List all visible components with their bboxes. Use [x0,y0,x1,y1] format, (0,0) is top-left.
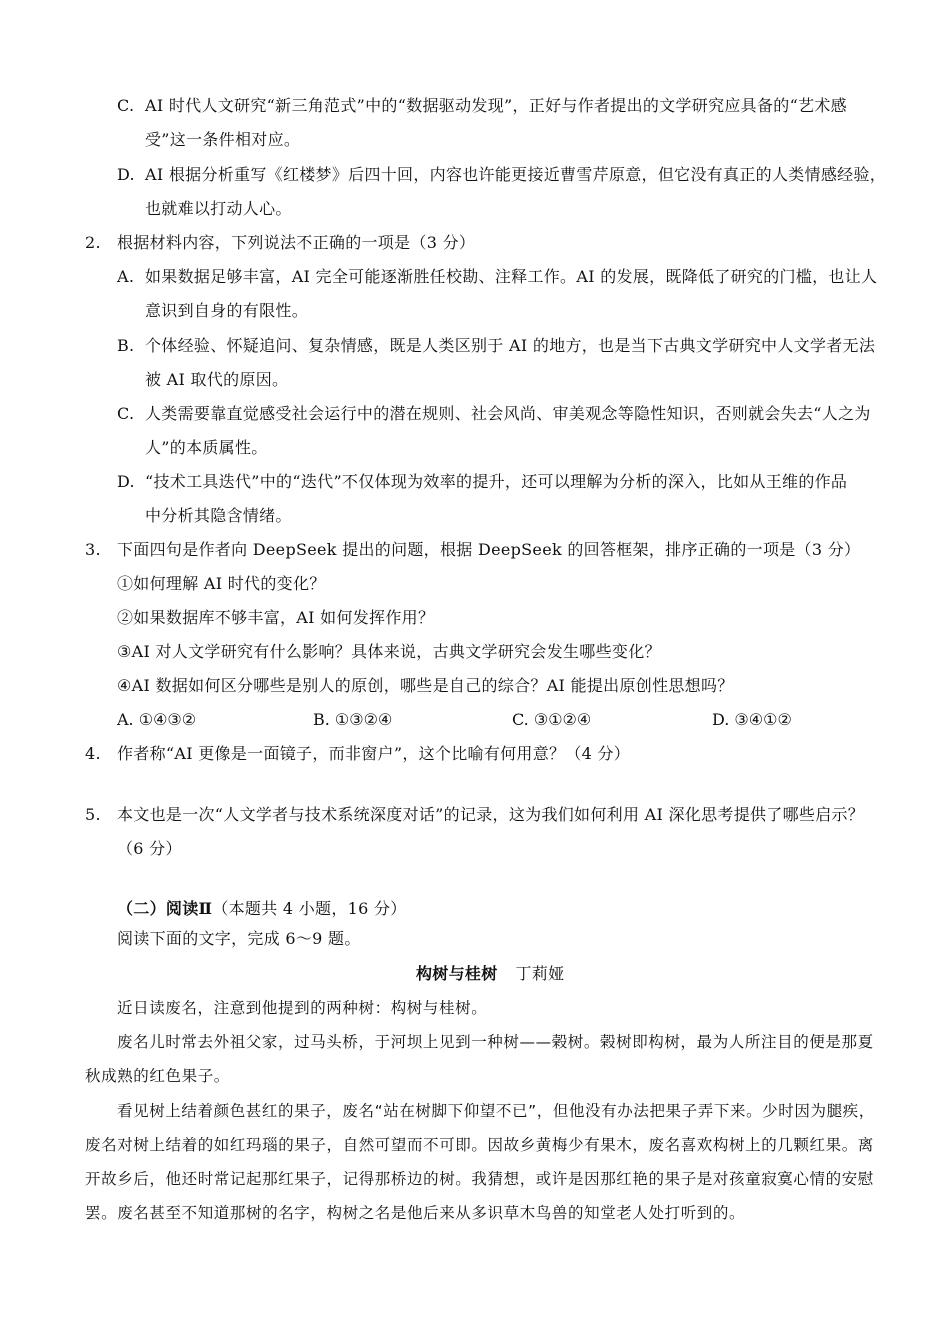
story-paragraph-3-line2: 废名对树上结着的如红玛瑙的果子，自然可望而不可即。因故乡黄梅少有果木，废名喜欢构树上的几颗红果。离 [85,1136,874,1154]
q1-option-d-label: D. [117,165,135,184]
q2-stem: 根据材料内容，下列说法不正确的一项是（3 分） [117,233,476,252]
story-author: 丁莉娅 [515,964,565,983]
q5-stem-line2: （6 分） [117,839,182,858]
section2-heading [117,898,407,920]
section2-instruction: 阅读下面的文字，完成 6～9 题。 [117,929,361,948]
q2-option-c-line1: 人类需要靠直觉感受社会运行中的潜在规则、社会风尚、审美观念等隐性知识，否则就会失去“人之为 [145,404,871,423]
q3-number: 3. [85,540,101,559]
q3-sentence-3: ③AI 对人文学研究有什么影响？具体来说，古典文学研究会发生哪些变化？ [117,642,661,661]
q3-choice-d: D. ③④①② [712,710,792,729]
q2-option-a-line1: 如果数据足够丰富，AI 完全可能逐渐胜任校勘、注释工作。AI 的发展，既降低了研究的门槛，也让人 [145,267,878,286]
q2-number: 2. [85,233,101,252]
q2-option-b-label: B. [117,336,135,355]
story-title: 构树与桂树 [416,964,498,983]
q2-option-b-line1: 个体经验、怀疑追问、复杂情感，既是人类区别于 AI 的地方，也是当下古典文学研究中人文学者无法 [145,336,876,355]
q2-option-d-line1: “技术工具迭代”中的“迭代”不仅体现为效率的提升，还可以理解为分析的深入，比如从王维的作品 [145,472,848,491]
story-paragraph-2-line2: 秋成熟的红色果子。 [85,1067,230,1085]
q5-stem-line1: 本文也是一次“人文学者与技术系统深度对话”的记录，这为我们如何利用 AI 深化思考提供了哪些启示？ [117,805,865,824]
section2-heading-rest: （本题共 4 小题，16 分） [212,899,407,918]
q1-option-c-line1: AI 时代人文研究“新三角范式”中的“数据驱动发现”，正好与作者提出的文学研究应具备的“艺术感 [145,96,847,115]
story-paragraph-2-line1: 废名儿时常去外祖父家，过马头桥，于河坝上见到一种树——榖树。榖树即构树，最为人所注目的便是那夏 [117,1033,874,1051]
q1-option-d-line2: 也就难以打动人心。 [145,199,292,218]
q3-choice-a: A. ①④③② [117,710,197,729]
q2-option-c-line2: 人”的本质属性。 [145,438,268,457]
q4-number: 4. [85,744,101,763]
q2-option-a-line2: 意识到自身的有限性。 [145,301,309,320]
q4-stem: 作者称“AI 更像是一面镜子，而非窗户”，这个比喻有何用意？（4 分） [117,744,631,763]
q3-choice-b: B. ①③②④ [313,710,393,729]
q3-choice-c: C. ③①②④ [512,710,592,729]
q2-option-c-label: C. [117,404,135,423]
q1-option-c-label: C. [117,96,135,115]
q1-option-c-line2: 受”这一条件相对应。 [145,130,301,149]
q2-option-d-label: D. [117,472,135,491]
story-title-line [416,963,564,985]
story-paragraph-1: 近日读废名，注意到他提到的两种树：构树与桂树。 [117,999,488,1017]
q5-number: 5. [85,805,101,824]
q2-option-b-line2: 被 AI 取代的原因。 [145,370,289,389]
q3-sentence-4: ④AI 数据如何区分哪些是别人的原创，哪些是自己的综合？AI 能提出原创性思想吗？ [117,676,734,695]
story-paragraph-3-line1: 看见树上结着颜色甚红的果子，废名“站在树脚下仰望不已”，但他没有办法把果子弄下来。少时因为腿疾， [117,1102,875,1120]
q2-option-a-label: A. [117,267,135,286]
q3-stem: 下面四句是作者向 DeepSeek 提出的问题，根据 DeepSeek 的回答框架，排序正确的一项是（3 分） [117,540,861,559]
q3-sentence-1: ①如何理解 AI 时代的变化？ [117,574,326,593]
story-paragraph-3-line3: 开故乡后，他还时常记起那红果子，记得那桥边的树。我猜想，或许是因那红艳的果子是对孩童寂寞心情的安慰 [85,1170,874,1188]
section2-heading-bold: （二）阅读Ⅱ [117,899,213,918]
story-paragraph-3-line4: 罢。废名甚至不知道那树的名字，构树之名是他后来从多识草木鸟兽的知堂老人处打听到的。 [85,1204,746,1222]
q1-option-d-line1: AI 根据分析重写《红楼梦》后四十回，内容也许能更接近曹雪芹原意，但它没有真正的人类情感经验， [145,165,887,184]
q2-option-d-line2: 中分析其隐含情绪。 [145,506,292,525]
q3-sentence-2: ②如果数据库不够丰富，AI 如何发挥作用？ [117,608,435,627]
